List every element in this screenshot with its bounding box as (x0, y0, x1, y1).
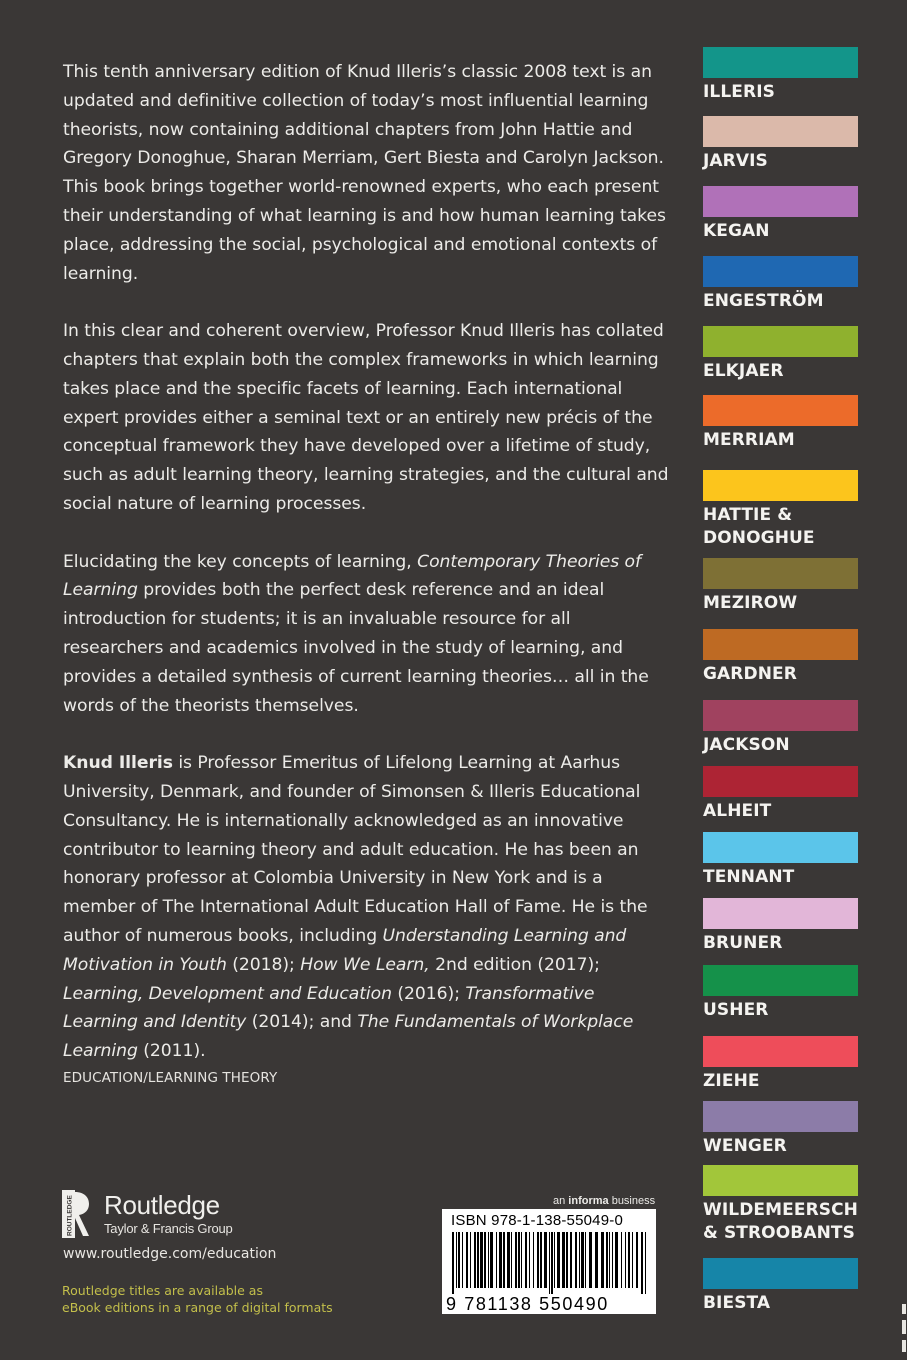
barcode-bar (529, 1232, 530, 1288)
theorist-name (703, 592, 883, 615)
ebook-notice (62, 1282, 333, 1316)
theorist-name (703, 429, 883, 452)
book-title: Understanding Learning and Motivation in Youth (63, 925, 627, 975)
spine-edge-mark (899, 1300, 907, 1360)
theorist-name-line: ILLERIS (703, 82, 775, 102)
barcode-bar (515, 1232, 517, 1288)
barcode-digits: 9 781138 550490 (446, 1294, 609, 1314)
theorist-swatch (703, 558, 858, 589)
barcode-bar (589, 1232, 592, 1288)
theorist-swatch (703, 965, 858, 996)
barcode-bar (570, 1232, 572, 1288)
back-cover-blurb (63, 58, 673, 1095)
barcode-bar (601, 1232, 604, 1288)
bio-text: (2014); and (246, 1012, 358, 1033)
barcode-bar (566, 1232, 568, 1288)
barcode-bar (575, 1232, 577, 1288)
theorist-name-line: HATTIE & (703, 505, 793, 525)
barcode-bar (554, 1232, 555, 1288)
theorist-swatch (703, 186, 858, 217)
mark-text: ROUTLEDGE (66, 1195, 74, 1236)
theorist-name (703, 150, 883, 173)
theorist-name-line: MEZIROW (703, 593, 798, 613)
barcode-bar (632, 1232, 633, 1288)
theorist-name (703, 220, 883, 243)
blurb-paragraph-1: This tenth anniversary edition of Knud Illeris’s classic 2008 text is an updated and definitive collection of today’s most influential learning theorists, now containing additional chapters from John Hattie and Gregory Donoghue, Sharan Merriam, Gert Biesta and Carolyn Jackson. This book brings together world-renowned experts, who each present their understanding of what learning is and how human learning takes place, addressing the social, psychological and emotional contexts of learning. (63, 62, 666, 284)
isbn-label: ISBN 978-1-138-55049-0 (451, 1212, 624, 1229)
theorist-name-line: ZIEHE (703, 1071, 760, 1091)
bio-text: (2011). (137, 1041, 206, 1062)
theorist-name-line: ENGESTRÖM (703, 291, 824, 311)
barcode-bar (466, 1232, 468, 1288)
ebook-line-1: Routledge titles are available as (62, 1283, 263, 1298)
barcode-bar (477, 1232, 479, 1288)
barcode-bar (496, 1232, 497, 1288)
author-bio (63, 749, 673, 1066)
informa-business-label (553, 1195, 655, 1207)
blurb-text: Elucidating the key concepts of learning, (63, 551, 418, 572)
barcode-bar (488, 1232, 489, 1288)
book-title: How We Learn, (300, 954, 430, 975)
blurb-paragraph-2: In this clear and coherent overview, Professor Knud Illeris has collated chapters that explain both the complex frameworks in which learning takes place and the specific facets of learning. Each international expert provides either a seminal text or an entirely new précis of the conceptual framework they have developed over a lifetime of study, such as adult learning theory, learning strategies, and the cultural and social nature of learning processes. (63, 321, 669, 514)
barcode-bar (480, 1232, 483, 1288)
bio-text: (2018); (226, 954, 301, 975)
publisher-name: Routledge (104, 1190, 220, 1220)
informa-brand: informa (568, 1195, 609, 1207)
barcode-bar (645, 1232, 646, 1294)
theorist-name (703, 800, 883, 823)
barcode-bar (551, 1232, 553, 1294)
theorist-name (703, 1199, 883, 1244)
theorist-name-line: BIESTA (703, 1293, 771, 1313)
book-title: The Fundamentals of Workplace Learning (63, 1012, 634, 1062)
blurb-paragraph-3 (63, 548, 673, 721)
theorist-name-line: KEGAN (703, 221, 770, 241)
theorist-name (703, 932, 883, 955)
publisher-website[interactable]: www.routledge.com/education (63, 1246, 277, 1262)
barcode-bar (549, 1232, 550, 1294)
theorist-name (703, 866, 883, 889)
barcode-bar (499, 1232, 502, 1288)
ebook-line-2: eBook editions in a range of digital formats (62, 1300, 333, 1315)
author-name: Knud Illeris (63, 753, 173, 774)
blurb-text: provides both the perfect desk reference and an ideal introduction for students; it is an invaluable resource for all researchers and academics involved in the study of learning, and provides a detailed synthesis of current learning theories… all in the words of the theorists themselves. (63, 580, 649, 716)
theorist-swatch (703, 1036, 858, 1067)
barcode-bar (537, 1232, 539, 1288)
barcode-bar (511, 1232, 512, 1288)
theorist-name-line: JARVIS (703, 151, 768, 171)
informa-post: business (608, 1195, 656, 1207)
theorist-swatch (703, 1165, 858, 1196)
subject-category: EDUCATION/LEARNING THEORY (63, 1070, 278, 1086)
barcode-bar (585, 1232, 586, 1288)
theorist-name-line: USHER (703, 1000, 769, 1020)
barcode-bar (636, 1232, 638, 1288)
barcode-bar (521, 1232, 522, 1288)
barcode-bar (557, 1232, 560, 1288)
barcode-bar (452, 1232, 454, 1294)
barcode-bar (484, 1232, 486, 1288)
theorist-name (703, 360, 883, 383)
barcode-bar (612, 1232, 613, 1288)
barcode-bar (503, 1232, 505, 1288)
barcode-bar (470, 1232, 471, 1288)
theorist-name-line: ELKJAER (703, 361, 784, 381)
theorist-swatch (703, 832, 858, 863)
barcode-bar (625, 1232, 626, 1288)
barcode-bar (540, 1232, 542, 1288)
barcode-bar (507, 1232, 510, 1288)
barcode-bar (628, 1232, 630, 1288)
theorist-name (703, 734, 883, 757)
bio-text: (2016); (391, 983, 466, 1004)
routledge-logo (62, 1190, 282, 1240)
barcode-bar (544, 1232, 547, 1288)
barcode-bar (458, 1232, 460, 1288)
theorist-name-line: WENGER (703, 1136, 787, 1156)
barcode-bar (579, 1232, 580, 1288)
barcode-bar (595, 1232, 598, 1288)
theorist-name-line: ALHEIT (703, 801, 772, 821)
barcode-bar (621, 1232, 622, 1288)
bio-text: 2nd edition (2017); (429, 954, 600, 975)
barcode-bar (525, 1232, 527, 1288)
theorist-name-line: MERRIAM (703, 430, 795, 450)
barcode-bar (615, 1232, 618, 1288)
barcode-bar (518, 1232, 520, 1288)
barcode-bar (533, 1232, 534, 1288)
barcode-bar (606, 1232, 608, 1288)
theorist-name-line: JACKSON (703, 735, 790, 755)
book-title: Transformative Learning and Identity (63, 983, 595, 1033)
book-title: Learning, Development and Education (63, 983, 392, 1004)
theorist-swatch (703, 766, 858, 797)
informa-pre: an (553, 1195, 569, 1207)
theorist-name (703, 663, 883, 686)
isbn-barcode (442, 1209, 656, 1314)
theorist-name (703, 1292, 883, 1315)
theorist-swatch (703, 256, 858, 287)
barcode-bar (581, 1232, 584, 1288)
theorist-name-line: TENNANT (703, 867, 795, 887)
theorist-name-line: DONOGHUE (703, 527, 815, 548)
theorist-swatch (703, 116, 858, 147)
theorist-swatch (703, 470, 858, 501)
barcode-bar (609, 1232, 610, 1288)
theorist-name-line: WILDEMEERSCH (703, 1200, 859, 1220)
barcode-bar (462, 1232, 463, 1288)
theorist-swatch (703, 1101, 858, 1132)
bio-text: is Professor Emeritus of Lifelong Learning at Aarhus University, Denmark, and founder of Simonsen & Illeris Educational Consultancy. He is internationally acknowledged as an innovative contributor to learning theory and adult education. He has been an honorary professor at Colombia University in New York and is a member of The International Adult Education Hall of Fame. He is the author of numerous books, including (63, 753, 648, 946)
barcode-bar (474, 1232, 476, 1288)
theorist-name (703, 1135, 883, 1158)
barcode-bar (641, 1232, 643, 1294)
routledge-mark-icon (62, 1190, 92, 1238)
barcode-bar (490, 1232, 493, 1288)
theorist-name (703, 999, 883, 1022)
theorist-name (703, 290, 883, 313)
theorist-name (703, 81, 883, 104)
theorist-name-line: BRUNER (703, 933, 783, 953)
theorist-name-line: & STROOBANTS (703, 1222, 855, 1243)
theorist-name (703, 504, 883, 549)
book-title: Contemporary Theories of Learning (63, 551, 641, 601)
theorist-swatch (703, 47, 858, 78)
theorist-swatch (703, 326, 858, 357)
theorist-swatch (703, 1258, 858, 1289)
barcode-bar (562, 1232, 565, 1288)
theorist-name-line: GARDNER (703, 664, 797, 684)
theorist-swatch (703, 395, 858, 426)
theorist-swatch (703, 700, 858, 731)
theorist-swatch (703, 629, 858, 660)
barcode-bar (456, 1232, 457, 1288)
theorist-swatch (703, 898, 858, 929)
theorist-name (703, 1070, 883, 1093)
barcode-bars (442, 1232, 656, 1294)
publisher-group: Taylor & Francis Group (104, 1221, 233, 1236)
